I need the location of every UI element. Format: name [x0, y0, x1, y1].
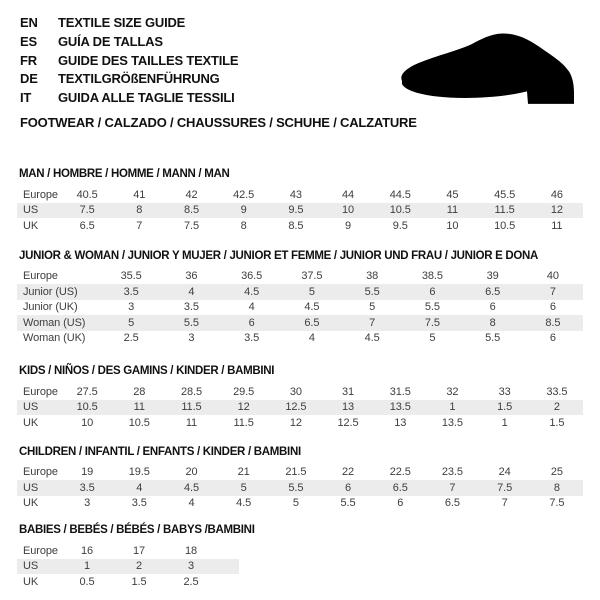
- section-children: [17, 446, 583, 512]
- table-row: [17, 187, 583, 203]
- size-cell: 1: [83, 560, 91, 573]
- size-cell: 3: [128, 301, 135, 314]
- language-row: [20, 14, 238, 33]
- row-label: UK: [23, 219, 39, 232]
- size-cell: 46: [550, 188, 563, 201]
- size-cell: 8: [136, 204, 143, 217]
- size-cell: 22.5: [389, 466, 411, 479]
- size-table-children: [17, 465, 583, 512]
- size-cell: 4.5: [244, 285, 260, 298]
- size-cell: 5.5: [485, 332, 501, 345]
- language-label: GUIDA ALLE TAGLIE TESSILI: [58, 90, 235, 106]
- section-title-kids: KIDS / NIÑOS / DES GAMINS / KINDER / BAMBINI: [19, 365, 275, 377]
- table-row: [17, 315, 583, 331]
- language-code: FR: [20, 52, 37, 68]
- section-title-children: CHILDREN / INFANTIL / ENFANTS / KINDER / BAMBINI: [19, 445, 301, 458]
- size-cell: 8.5: [545, 316, 561, 329]
- size-cell: 45.5: [494, 188, 516, 201]
- row-label: Europe: [23, 188, 58, 201]
- size-cell: 13.5: [441, 416, 463, 429]
- row-label: Woman (US): [23, 316, 86, 329]
- size-cell: 44: [342, 188, 355, 201]
- size-cell: 4: [136, 481, 143, 494]
- size-cell: 10: [342, 204, 355, 217]
- size-table-kids: [17, 384, 583, 431]
- table-row: [17, 384, 583, 400]
- language-row: [20, 33, 238, 52]
- row-label: US: [23, 401, 39, 414]
- size-cell: 40.5: [76, 188, 98, 201]
- size-cell: 21.5: [285, 466, 307, 479]
- table-row: [17, 300, 583, 316]
- spacer-cell: [217, 559, 239, 575]
- size-cell: 6.5: [304, 316, 320, 329]
- row-label: Europe: [23, 270, 58, 283]
- size-table-babies: [17, 543, 239, 590]
- row-label: Junior (US): [23, 285, 78, 298]
- size-cell: 12.5: [285, 401, 307, 414]
- row-label: UK: [23, 416, 39, 429]
- size-cell: 13: [342, 401, 355, 414]
- size-cell: 2.5: [183, 575, 199, 588]
- size-cell: 6: [489, 301, 496, 314]
- size-cell: 18: [184, 544, 198, 557]
- size-cell: 11.5: [494, 204, 515, 217]
- language-label: GUÍA DE TALLAS: [58, 33, 163, 49]
- language-row: [20, 89, 238, 108]
- size-cell: 7: [549, 285, 556, 298]
- row-label: Woman (UK): [23, 332, 86, 345]
- size-cell: 5.5: [340, 497, 356, 510]
- size-cell: 38: [366, 270, 379, 283]
- section-title-junior-woman: JUNIOR & WOMAN / JUNIOR Y MUJER / JUNIOR ET FEMME / JUNIOR UND FRAU / JUNIOR E DONA: [19, 249, 539, 262]
- size-cell: 11.5: [233, 416, 254, 429]
- size-cell: 25: [550, 466, 563, 479]
- category-heading: FOOTWEAR / CALZADO / CHAUSSURES / SCHUHE / CALZATURE: [20, 115, 417, 130]
- language-label: TEXTILGRÖßENFÜHRUNG: [58, 71, 220, 87]
- size-cell: 5: [429, 332, 436, 345]
- section-babies: [17, 524, 583, 590]
- table-row: [17, 574, 239, 590]
- spacer-cell: [217, 574, 239, 590]
- size-cell: 6: [397, 497, 404, 510]
- size-cell: 11: [551, 219, 563, 232]
- size-cell: 3.5: [183, 301, 199, 314]
- size-cell: 41: [133, 188, 146, 201]
- row-label: UK: [23, 497, 39, 510]
- size-cell: 38.5: [421, 270, 443, 283]
- size-cell: 7: [369, 316, 376, 329]
- size-cell: 7.5: [497, 481, 513, 494]
- size-cell: 33: [498, 385, 511, 398]
- size-cell: 16: [80, 544, 94, 557]
- size-cell: 5: [369, 301, 376, 314]
- size-cell: 1.5: [549, 416, 565, 429]
- table-row: [17, 415, 583, 431]
- size-cell: 6: [429, 285, 436, 298]
- size-cell: 33.5: [546, 385, 568, 398]
- language-row: [20, 70, 238, 89]
- size-cell: 32: [446, 385, 459, 398]
- size-cell: 0.5: [79, 575, 95, 588]
- language-list: [20, 14, 238, 108]
- language-code: DE: [20, 71, 38, 87]
- size-cell: 4: [308, 332, 315, 345]
- size-cell: 40: [546, 270, 559, 283]
- size-cell: 7.5: [424, 316, 440, 329]
- size-cell: 8: [489, 316, 496, 329]
- size-cell: 29.5: [233, 385, 255, 398]
- size-cell: 4: [248, 301, 255, 314]
- row-label: US: [23, 560, 39, 573]
- row-label: US: [23, 481, 39, 494]
- size-cell: 24: [498, 466, 511, 479]
- size-cell: 3.5: [123, 285, 139, 298]
- table-row: [17, 203, 583, 219]
- size-cell: 39: [486, 270, 499, 283]
- spacer-cell: [217, 543, 239, 559]
- table-row: [17, 331, 583, 347]
- language-label: GUIDE DES TAILLES TEXTILE: [58, 52, 239, 68]
- size-cell: 36: [185, 270, 198, 283]
- size-cell: 23.5: [441, 466, 463, 479]
- size-cell: 2: [553, 401, 560, 414]
- size-cell: 20: [185, 466, 198, 479]
- size-cell: 1.5: [131, 575, 147, 588]
- size-cell: 6.5: [392, 481, 408, 494]
- table-row: [17, 480, 583, 496]
- size-cell: 1: [501, 416, 508, 429]
- size-cell: 10.5: [76, 401, 98, 414]
- row-label: Europe: [23, 466, 58, 479]
- size-cell: 5: [128, 316, 135, 329]
- section-title-man: MAN / HOMBRE / HOMME / MANN / MAN: [19, 168, 230, 180]
- size-cell: 10.5: [389, 204, 411, 217]
- size-cell: 12: [550, 204, 563, 217]
- section-junior-woman: [17, 250, 583, 347]
- size-cell: 3: [187, 560, 195, 573]
- size-cell: 5: [308, 285, 315, 298]
- size-cell: 6: [345, 481, 352, 494]
- size-cell: 4: [188, 497, 195, 510]
- size-cell: 42: [185, 188, 198, 201]
- language-label: TEXTILE SIZE GUIDE: [58, 15, 186, 30]
- size-cell: 11: [185, 416, 198, 429]
- language-code: ES: [20, 33, 37, 49]
- size-cell: 3: [188, 332, 195, 345]
- size-cell: 7: [501, 497, 508, 510]
- size-cell: 8: [240, 219, 247, 232]
- size-cell: 5.5: [364, 285, 380, 298]
- shoe-icon: [397, 32, 577, 108]
- size-cell: 7: [136, 219, 143, 232]
- size-cell: 7: [449, 481, 456, 494]
- size-cell: 8.5: [183, 204, 199, 217]
- table-row: [17, 465, 583, 481]
- size-cell: 2.5: [123, 332, 139, 345]
- size-cell: 30: [289, 385, 302, 398]
- size-cell: 9.5: [288, 204, 304, 217]
- language-code: IT: [20, 90, 32, 106]
- row-label: UK: [23, 575, 39, 588]
- section-man: [17, 168, 583, 234]
- size-cell: 6.5: [485, 285, 501, 298]
- size-cell: 10: [81, 416, 94, 429]
- size-cell: 1.5: [497, 401, 513, 414]
- size-cell: 27.5: [76, 385, 98, 398]
- size-cell: 12.5: [337, 416, 359, 429]
- size-cell: 31.5: [389, 385, 411, 398]
- size-cell: 19.5: [128, 466, 150, 479]
- size-cell: 4.5: [236, 497, 252, 510]
- size-cell: 12: [289, 416, 302, 429]
- table-row: [17, 400, 583, 416]
- size-cell: 9: [345, 219, 352, 232]
- size-cell: 44.5: [389, 188, 411, 201]
- size-cell: 11: [133, 401, 145, 414]
- size-cell: 22: [342, 466, 355, 479]
- size-cell: 9: [240, 204, 247, 217]
- size-cell: 28: [133, 385, 146, 398]
- size-cell: 1: [449, 401, 456, 414]
- size-cell: 7.5: [549, 497, 565, 510]
- size-cell: 35.5: [120, 270, 142, 283]
- size-cell: 19: [81, 466, 94, 479]
- size-cell: 3.5: [131, 497, 147, 510]
- size-cell: 6: [248, 316, 255, 329]
- size-cell: 9.5: [392, 219, 408, 232]
- table-row: [17, 543, 239, 559]
- size-cell: 5.5: [183, 316, 199, 329]
- size-table-man: [17, 187, 583, 234]
- size-cell: 8: [553, 481, 560, 494]
- table-row: [17, 559, 239, 575]
- language-code: EN: [20, 15, 38, 30]
- table-row: [17, 218, 583, 234]
- size-cell: 5: [240, 481, 247, 494]
- section-kids: [17, 365, 583, 431]
- size-cell: 7.5: [79, 204, 95, 217]
- size-cell: 21: [237, 466, 250, 479]
- table-row: [17, 496, 583, 512]
- size-cell: 45: [446, 188, 459, 201]
- size-cell: 6: [549, 332, 556, 345]
- size-cell: 37.5: [301, 270, 323, 283]
- size-cell: 4.5: [364, 332, 380, 345]
- size-cell: 5.5: [424, 301, 440, 314]
- row-label: Europe: [23, 385, 58, 398]
- size-cell: 13: [394, 416, 407, 429]
- size-cell: 43: [289, 188, 302, 201]
- size-cell: 7.5: [183, 219, 199, 232]
- size-cell: 5: [292, 497, 299, 510]
- language-row: [20, 52, 238, 71]
- size-cell: 36.5: [241, 270, 263, 283]
- size-cell: 10.5: [128, 416, 150, 429]
- size-cell: 10: [446, 219, 459, 232]
- size-cell: 3: [84, 497, 91, 510]
- size-cell: 11: [446, 204, 459, 217]
- size-cell: 6.5: [79, 219, 95, 232]
- size-cell: 6: [549, 301, 556, 314]
- size-cell: 12: [237, 401, 250, 414]
- size-cell: 5.5: [288, 481, 304, 494]
- size-cell: 8.5: [288, 219, 304, 232]
- section-title-babies: BABIES / BEBÉS / BÉBÉS / BABYS /BAMBINI: [19, 524, 255, 536]
- size-cell: 4.5: [183, 481, 199, 494]
- size-cell: 28.5: [180, 385, 202, 398]
- size-cell: 17: [132, 544, 146, 557]
- size-cell: 4.5: [304, 301, 320, 314]
- size-cell: 6.5: [444, 497, 460, 510]
- table-row: [17, 269, 583, 285]
- size-cell: 3.5: [79, 481, 95, 494]
- row-label: Junior (UK): [23, 301, 78, 314]
- table-row: [17, 284, 583, 300]
- size-cell: 42.5: [233, 188, 255, 201]
- size-cell: 3.5: [244, 332, 260, 345]
- row-label: Europe: [23, 544, 58, 557]
- size-cell: 11.5: [181, 401, 202, 414]
- row-label: US: [23, 204, 39, 217]
- size-cell: 31: [342, 385, 355, 398]
- size-cell: 10.5: [494, 219, 516, 232]
- size-table-junior-woman: [17, 269, 583, 347]
- size-sections: [17, 168, 583, 590]
- size-cell: 2: [135, 560, 143, 573]
- size-cell: 4: [188, 285, 195, 298]
- size-cell: 13.5: [389, 401, 411, 414]
